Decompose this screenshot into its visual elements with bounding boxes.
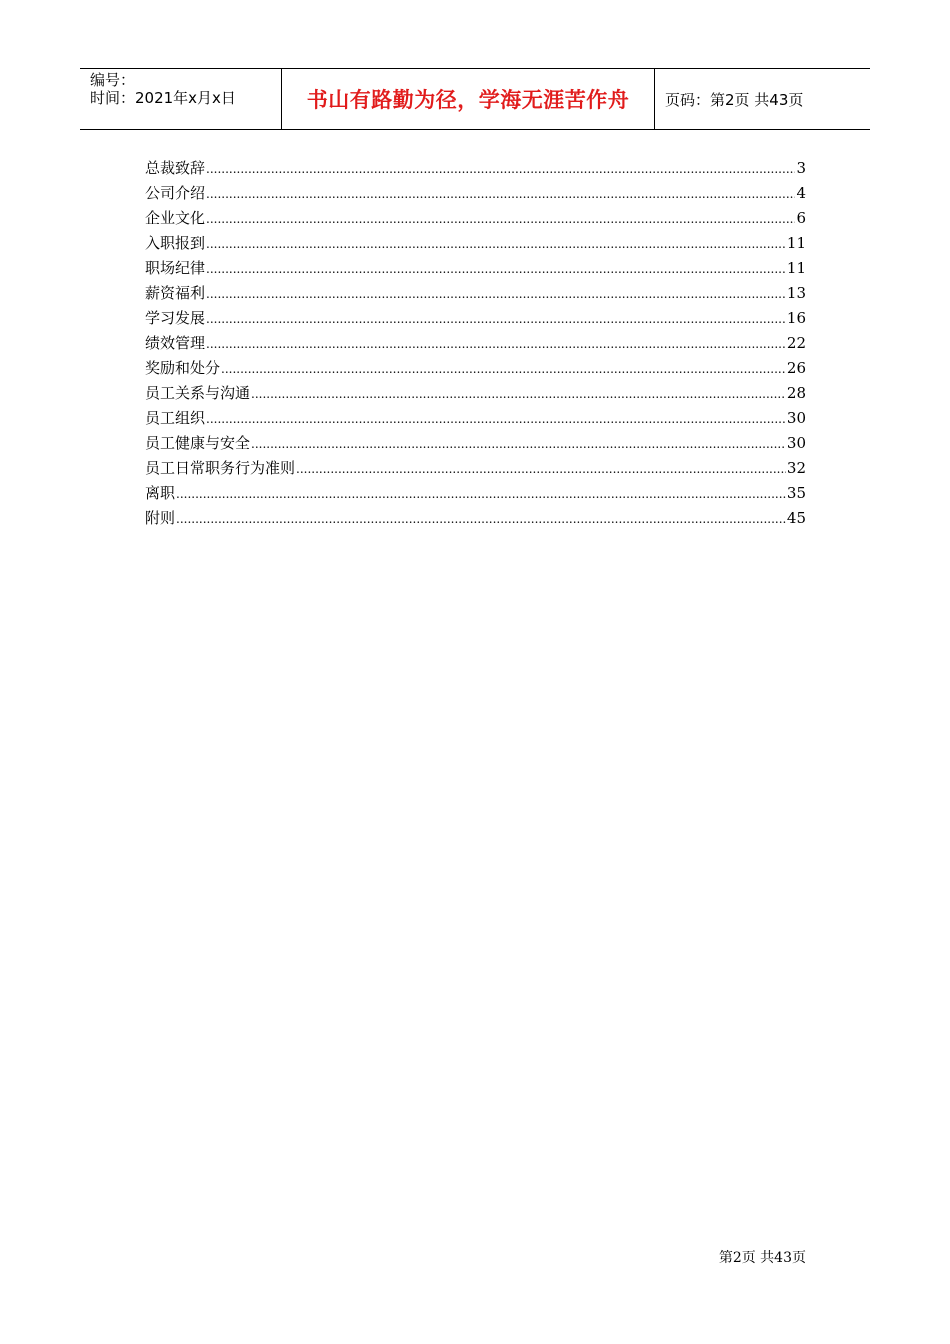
toc-dot-leader	[221, 357, 786, 382]
toc-entry[interactable]	[145, 456, 806, 481]
page-header	[80, 68, 870, 130]
toc-dot-leader	[206, 157, 795, 182]
toc-entry-title: 员工日常职务行为准则	[145, 459, 296, 477]
toc-entry-title: 入职报到	[145, 234, 206, 252]
toc-entry-title: 绩效管理	[145, 334, 206, 352]
header-page-info: 页码：第2页 共43页	[665, 90, 804, 109]
toc-entry[interactable]	[145, 506, 806, 531]
toc-entry[interactable]	[145, 206, 806, 231]
toc-dot-leader	[206, 307, 786, 332]
toc-entry[interactable]	[145, 406, 806, 431]
toc-entry-page-number: 16	[786, 309, 806, 327]
toc-entry-page-number: 13	[786, 284, 806, 302]
toc-dot-leader	[206, 232, 786, 257]
toc-entry-title: 职场纪律	[145, 259, 206, 277]
toc-entry[interactable]	[145, 281, 806, 306]
toc-entry[interactable]	[145, 331, 806, 356]
toc-entry-title: 学习发展	[145, 309, 206, 327]
document-time-label: 时间：2021年x月x日	[90, 89, 236, 107]
toc-dot-leader	[206, 207, 795, 232]
toc-dot-leader	[251, 432, 786, 457]
toc-entry-title: 员工健康与安全	[145, 434, 251, 452]
toc-entry-page-number: 28	[786, 384, 806, 402]
toc-dot-leader	[206, 407, 786, 432]
toc-entry-page-number: 11	[786, 259, 806, 277]
toc-entry[interactable]	[145, 356, 806, 381]
toc-dot-leader	[206, 182, 795, 207]
toc-entry-title: 总裁致辞	[145, 159, 206, 177]
toc-entry-title: 员工关系与沟通	[145, 384, 251, 402]
toc-entry-title: 员工组织	[145, 409, 206, 427]
toc-entry[interactable]	[145, 481, 806, 506]
toc-entry-page-number: 11	[786, 234, 806, 252]
toc-entry[interactable]	[145, 231, 806, 256]
toc-entry-page-number: 30	[786, 409, 806, 427]
toc-dot-leader	[176, 482, 786, 507]
toc-dot-leader	[251, 382, 786, 407]
toc-entry-page-number: 45	[786, 509, 806, 527]
toc-entry[interactable]	[145, 181, 806, 206]
header-meta	[80, 69, 282, 129]
header-motto: 书山有路勤为径，学海无涯苦作舟	[282, 69, 655, 129]
toc-entry[interactable]	[145, 431, 806, 456]
table-of-contents	[145, 156, 806, 531]
toc-entry-title: 公司介绍	[145, 184, 206, 202]
document-number-label: 编号：	[90, 71, 136, 89]
toc-entry-page-number: 26	[786, 359, 806, 377]
toc-dot-leader	[176, 507, 786, 532]
toc-dot-leader	[296, 457, 786, 482]
toc-dot-leader	[206, 282, 786, 307]
toc-entry-page-number: 22	[786, 334, 806, 352]
toc-dot-leader	[206, 257, 786, 282]
toc-entry[interactable]	[145, 156, 806, 181]
toc-entry-title: 企业文化	[145, 209, 206, 227]
page-footer: 第2页 共43页	[718, 1250, 806, 1266]
toc-entry[interactable]	[145, 256, 806, 281]
toc-entry-page-number: 3	[796, 159, 806, 177]
toc-entry-page-number: 35	[786, 484, 806, 502]
toc-entry-title: 薪资福利	[145, 284, 206, 302]
toc-entry[interactable]	[145, 381, 806, 406]
toc-entry-title: 附则	[145, 509, 176, 527]
toc-entry-title: 离职	[145, 484, 176, 502]
toc-entry-title: 奖励和处分	[145, 359, 221, 377]
toc-entry[interactable]	[145, 306, 806, 331]
toc-dot-leader	[206, 332, 786, 357]
toc-entry-page-number: 4	[796, 184, 806, 202]
toc-entry-page-number: 32	[786, 459, 806, 477]
toc-entry-page-number: 30	[786, 434, 806, 452]
toc-entry-page-number: 6	[796, 209, 806, 227]
